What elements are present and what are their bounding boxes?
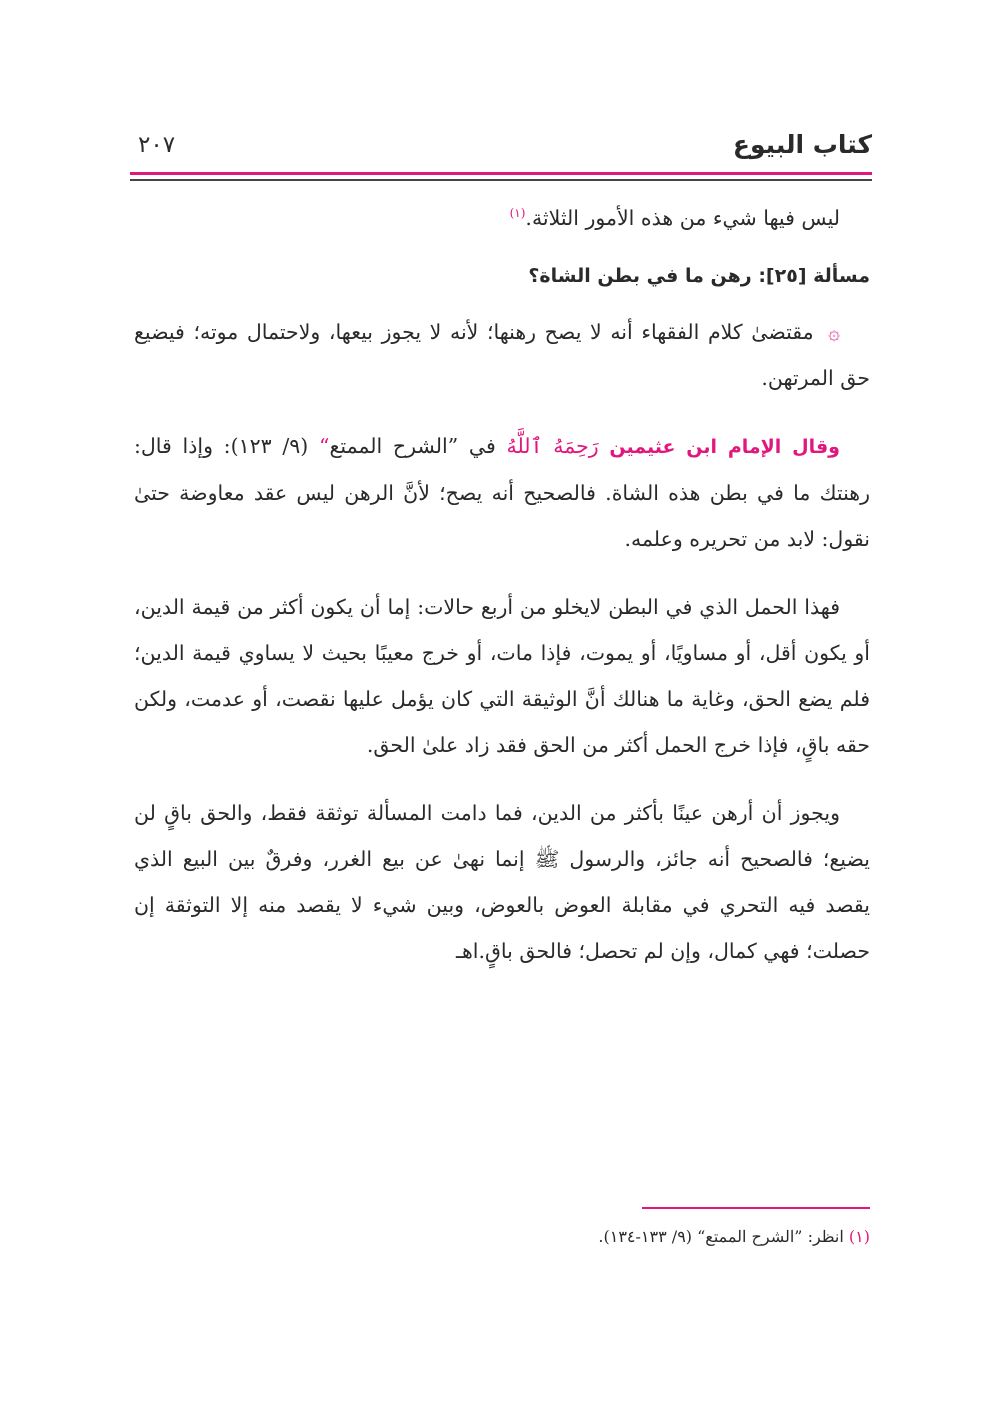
- paragraph-text: ويجوز أن أرهن عينًا بأكثر من الدين، فما دامت المسألة توثقة فقط، والحق باقٍ لن يضيع؛ فالصحيح أنه جائز، والرسول: [134, 800, 870, 871]
- issue-heading: [134, 253, 870, 299]
- paragraph-text: فهذا الحمل الذي في البطن لايخلو من أربع حالات: إما أن يكون أكثر من قيمة الدين، أو يكون أقل، أو مساويًا، أو يموت، فإذا مات، أو خرج معيبًا بحيث لا يساوي قيمة الدين؛ فلم يضع الحق، وغاية ما هنالك أنَّ الوثيقة التي كان يؤمل عليها نقصت، أو عدمت، ولكن حقه باقٍ، فإذا خرج الحمل أكثر من الحق فقد زاد علىٰ الحق.: [134, 594, 870, 757]
- header-rule-accent: [130, 172, 872, 175]
- paragraph-text: (٩/ ١٢٣): وإذا قال: رهنتك ما في بطن هذه الشاة. فالصحيح أنه يصح؛ لأنَّ الرهن ليس عقد معاوضة حتىٰ نقول: لابد من تحريره وعلمه.: [134, 433, 870, 551]
- paragraph-text: إنما نهىٰ عن بيع الغرر، وفرقٌ بين البيع الذي يقصد فيه التحري في مقابلة العوض بالعوض، وبين شيء لا يقصد منه إلا التوثقة إن حصلت؛ فهي كمال، وإن لم تحصل؛ فالحق باقٍ.اهـ: [134, 846, 870, 963]
- paragraph-text: ليس فيها شيء من هذه الأمور الثلاثة.: [525, 205, 840, 230]
- salawat-glyph: ﷺ: [534, 846, 560, 871]
- issue-title: رهن ما في بطن الشاة؟: [528, 264, 752, 287]
- header-rule-dark: [130, 179, 872, 181]
- paragraph-ruling: [134, 309, 870, 401]
- quote-close: “: [319, 433, 330, 458]
- page-number: ٢٠٧: [138, 132, 176, 158]
- flower-ornament-icon: ۞: [828, 319, 840, 344]
- book-reference: الشرح الممتع: [329, 433, 448, 458]
- footnote-marker[interactable]: (١): [509, 206, 526, 220]
- issue-label: مسألة [٢٥]:: [758, 264, 870, 287]
- page-content: [134, 190, 870, 974]
- quote-open: في ”: [447, 433, 496, 458]
- footnote-separator: [642, 1207, 870, 1209]
- footnote-book: الشرح الممتع: [705, 1227, 795, 1246]
- paragraph-cases: [134, 584, 870, 768]
- scholar-name: وقال الإمام ابن عثيمين: [609, 435, 840, 458]
- footnote-text: انظر: ”: [794, 1227, 844, 1246]
- running-title: كتاب البيوع: [732, 130, 872, 159]
- footnote: [134, 1222, 870, 1252]
- page-header: [130, 130, 872, 176]
- paragraph-text: مقتضىٰ كلام الفقهاء أنه لا يصح رهنها؛ لأنه لا يجوز بيعها، ولاحتمال موته؛ فيضيع حق المرتهن.: [134, 319, 870, 390]
- paragraph-continuation: [134, 190, 870, 241]
- footnote-number: (١): [848, 1227, 870, 1246]
- footnote-text: “ (٩/ ١٣٣-١٣٤).: [598, 1227, 706, 1246]
- honorific: رَحِمَهُ ٱللَّهُ: [506, 433, 599, 458]
- paragraph-quote: [134, 423, 870, 562]
- paragraph-conclusion: [134, 790, 870, 974]
